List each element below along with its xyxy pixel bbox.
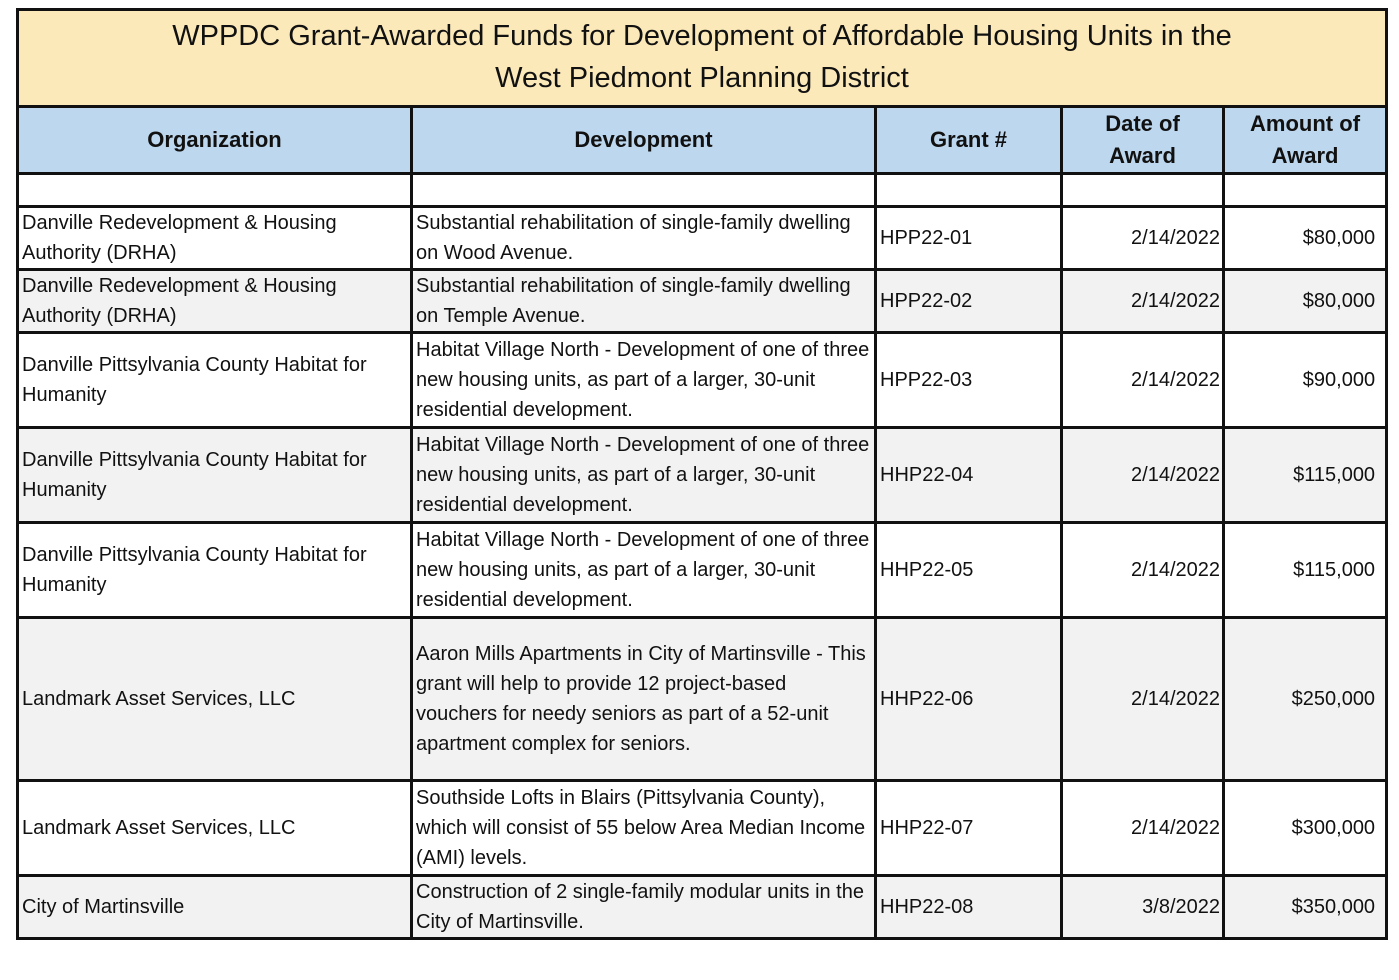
header-amount	[1224, 107, 1387, 174]
cell-organization: Landmark Asset Services, LLC	[18, 618, 412, 781]
grant-table	[16, 8, 1388, 940]
grant-table-sheet	[16, 8, 1385, 940]
empty-cell	[1062, 174, 1224, 207]
header-date	[1062, 107, 1224, 174]
cell-grant: HPP22-03	[876, 333, 1062, 428]
cell-grant: HHP22-08	[876, 876, 1062, 939]
cell-date: 2/14/2022	[1062, 781, 1224, 876]
cell-organization: Danville Pittsylvania County Habitat for Humanity	[18, 523, 412, 618]
table-row	[18, 781, 1387, 876]
empty-cell	[876, 174, 1062, 207]
cell-organization: City of Martinsville	[18, 876, 412, 939]
header-date-line-2: Award	[1109, 143, 1176, 168]
cell-date: 3/8/2022	[1062, 876, 1224, 939]
cell-grant: HHP22-07	[876, 781, 1062, 876]
cell-development: Habitat Village North - Development of one of three new housing units, as part of a larger, 30-unit residential development.	[412, 428, 876, 523]
header-development: Development	[412, 107, 876, 174]
empty-cell	[412, 174, 876, 207]
table-row	[18, 270, 1387, 333]
cell-amount: $80,000	[1224, 207, 1387, 270]
cell-amount: $250,000	[1224, 618, 1387, 781]
cell-date: 2/14/2022	[1062, 523, 1224, 618]
table-row	[18, 618, 1387, 781]
empty-cell	[18, 174, 412, 207]
cell-grant: HHP22-04	[876, 428, 1062, 523]
cell-development: Substantial rehabilitation of single-family dwelling on Temple Avenue.	[412, 270, 876, 333]
cell-development: Aaron Mills Apartments in City of Martinsville - This grant will help to provide 12 project-based vouchers for needy seniors as part of a 52-unit apartment complex for seniors.	[412, 618, 876, 781]
cell-development: Southside Lofts in Blairs (Pittsylvania County), which will consist of 55 below Area Median Income (AMI) levels.	[412, 781, 876, 876]
empty-cell	[1224, 174, 1387, 207]
cell-organization: Danville Pittsylvania County Habitat for Humanity	[18, 428, 412, 523]
cell-date: 2/14/2022	[1062, 333, 1224, 428]
cell-development: Construction of 2 single-family modular units in the City of Martinsville.	[412, 876, 876, 939]
cell-date: 2/14/2022	[1062, 618, 1224, 781]
cell-organization: Danville Redevelopment & Housing Authority (DRHA)	[18, 207, 412, 270]
cell-organization: Danville Pittsylvania County Habitat for Humanity	[18, 333, 412, 428]
cell-development: Habitat Village North - Development of one of three new housing units, as part of a larger, 30-unit residential development.	[412, 333, 876, 428]
cell-date: 2/14/2022	[1062, 270, 1224, 333]
table-title-line-2: West Piedmont Planning District	[495, 62, 909, 94]
title-row	[18, 10, 1387, 107]
cell-date: 2/14/2022	[1062, 207, 1224, 270]
cell-amount: $350,000	[1224, 876, 1387, 939]
cell-amount: $300,000	[1224, 781, 1387, 876]
cell-grant: HHP22-06	[876, 618, 1062, 781]
table-row	[18, 207, 1387, 270]
table-title	[18, 10, 1387, 107]
cell-grant: HPP22-02	[876, 270, 1062, 333]
header-organization: Organization	[18, 107, 412, 174]
table-row	[18, 428, 1387, 523]
cell-grant: HHP22-05	[876, 523, 1062, 618]
cell-development: Habitat Village North - Development of one of three new housing units, as part of a larger, 30-unit residential development.	[412, 523, 876, 618]
cell-grant: HPP22-01	[876, 207, 1062, 270]
table-row	[18, 523, 1387, 618]
cell-development: Substantial rehabilitation of single-family dwelling on Wood Avenue.	[412, 207, 876, 270]
table-row	[18, 333, 1387, 428]
header-date-line-1: Date of	[1105, 111, 1180, 136]
header-row	[18, 107, 1387, 174]
table-row	[18, 876, 1387, 939]
cell-organization: Landmark Asset Services, LLC	[18, 781, 412, 876]
header-grant: Grant #	[876, 107, 1062, 174]
cell-organization: Danville Redevelopment & Housing Authority (DRHA)	[18, 270, 412, 333]
cell-amount: $80,000	[1224, 270, 1387, 333]
cell-date: 2/14/2022	[1062, 428, 1224, 523]
cell-amount: $115,000	[1224, 428, 1387, 523]
empty-row	[18, 174, 1387, 207]
cell-amount: $115,000	[1224, 523, 1387, 618]
table-title-line-1: WPPDC Grant-Awarded Funds for Development of Affordable Housing Units in the	[172, 20, 1232, 52]
cell-amount: $90,000	[1224, 333, 1387, 428]
header-amount-line-2: Award	[1271, 143, 1339, 168]
header-amount-line-1: Amount of	[1250, 111, 1361, 136]
